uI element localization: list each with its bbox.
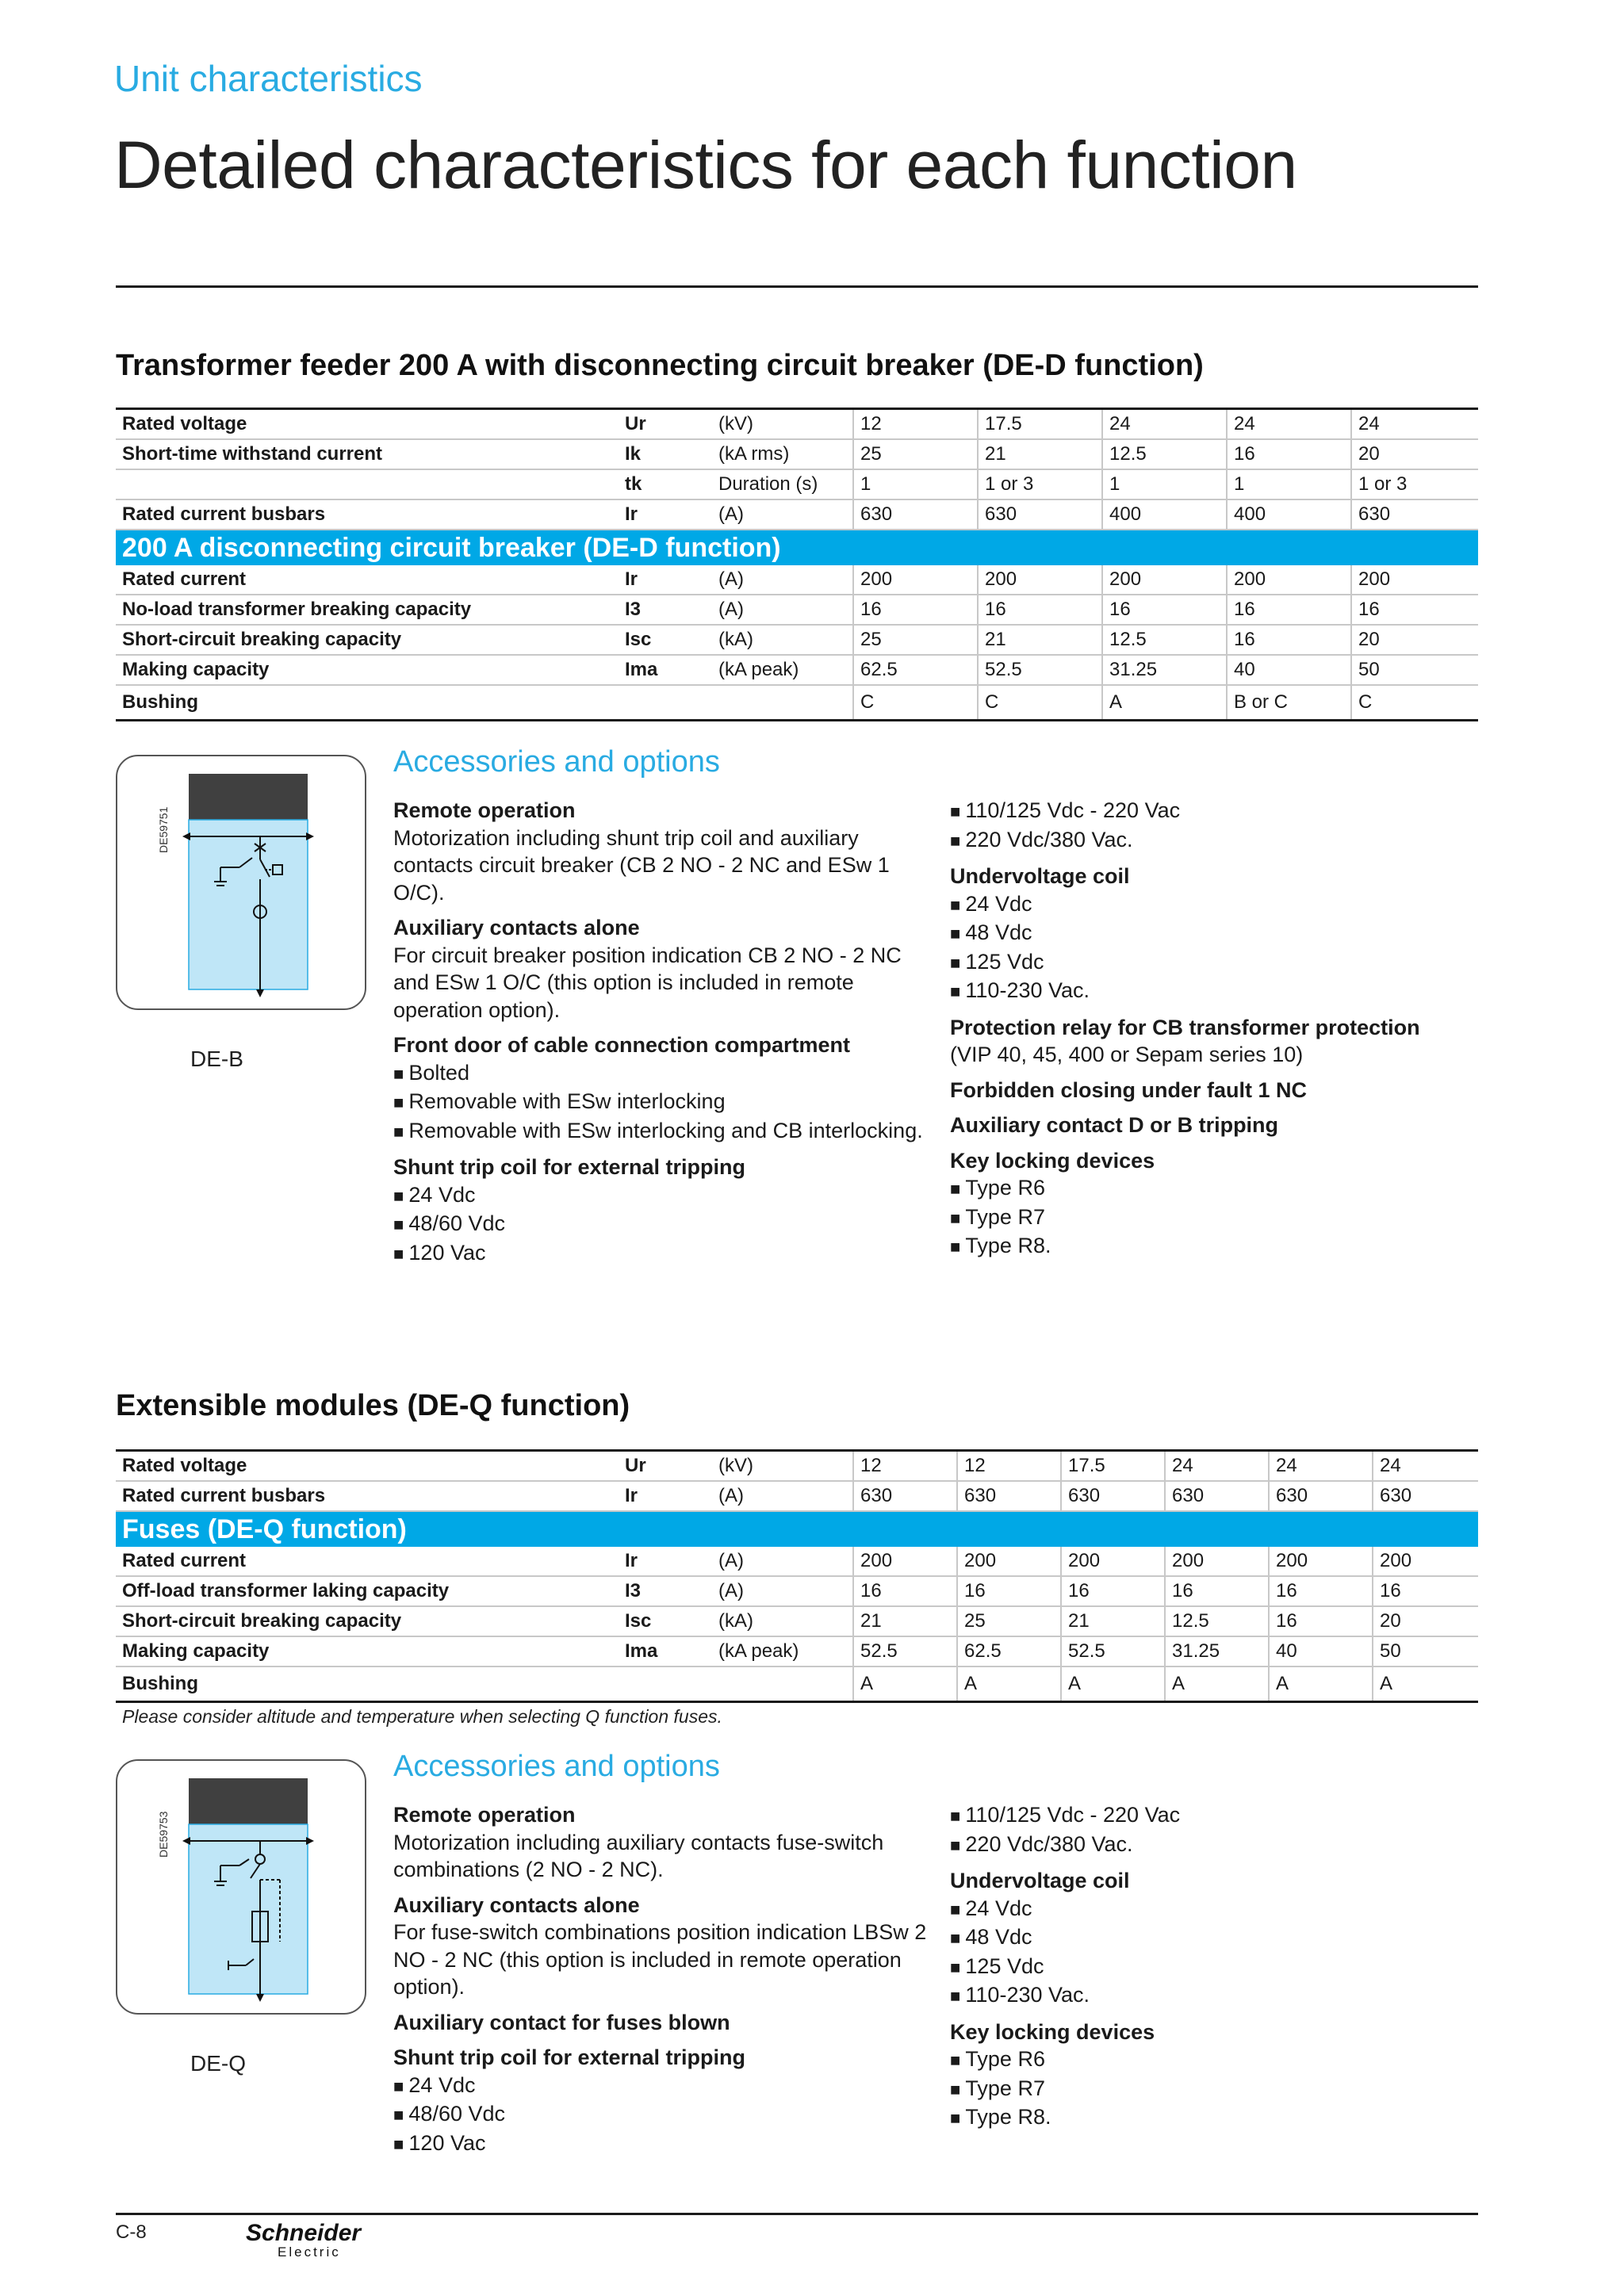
table-cell: 52.5 (1061, 1636, 1165, 1667)
row-symbol: Ik (619, 439, 712, 469)
list-item: ■ 110/125 Vdc - 220 Vac (950, 797, 1473, 826)
row-symbol (619, 685, 712, 721)
table-cell: 62.5 (853, 655, 978, 685)
table-row (116, 595, 1478, 625)
table-cell: 16 (853, 1576, 957, 1606)
table-cell: 200 (1061, 1547, 1165, 1576)
table-cell: 52.5 (978, 655, 1102, 685)
protection-relay-text: (VIP 40, 45, 400 or Sepam series 10) (950, 1043, 1304, 1066)
aux-contacts-text: For fuse-switch combinations position indication LBSw 2 NO - 2 NC (this option is included in remote operation option). (393, 1920, 927, 1999)
row-label: Making capacity (116, 655, 619, 685)
table-cell: A (1269, 1667, 1373, 1702)
list-item: ■ 125 Vdc (950, 1953, 1473, 1982)
row-unit: (kA peak) (712, 655, 853, 685)
band-label: Fuses (DE-Q function) (116, 1511, 1478, 1547)
list-item: ■ 220 Vdc/380 Vac. (950, 1831, 1473, 1860)
row-symbol: I3 (619, 595, 712, 625)
list-item: ■ 48 Vdc (950, 1923, 1473, 1953)
table-row (116, 1451, 1478, 1482)
list-item: ■ 48 Vdc (950, 919, 1473, 948)
single-line-diagram (116, 1759, 366, 2076)
table-cell: 20 (1351, 439, 1478, 469)
row-label: No-load transformer breaking capacity (116, 595, 619, 625)
table-row (116, 1547, 1478, 1576)
list-item: ■ Removable with ESw interlocking (393, 1088, 940, 1117)
row-unit: (A) (712, 1481, 853, 1511)
table-cell: 630 (957, 1481, 1061, 1511)
table-cell: 200 (957, 1547, 1061, 1576)
table-cell: 40 (1227, 655, 1351, 685)
row-label: Making capacity (116, 1636, 619, 1667)
table-row (116, 499, 1478, 530)
table-cell: 200 (1165, 1547, 1269, 1576)
footer-rule (116, 2213, 1478, 2215)
table-cell: 62.5 (957, 1636, 1061, 1667)
table-cell: 16 (1165, 1576, 1269, 1606)
list-item: ■ Removable with ESw interlocking and CB interlocking. (393, 1117, 940, 1146)
table-cell: 16 (853, 595, 978, 625)
section-title-de-d: Transformer feeder 200 A with disconnecting circuit breaker (DE-D function) (116, 349, 1204, 382)
table-cell: 16 (1227, 439, 1351, 469)
accessories-right-column (950, 797, 1473, 1261)
header-rule (116, 285, 1478, 288)
diagram-code: DE59753 (157, 1811, 170, 1858)
table-cell: 24 (1351, 409, 1478, 440)
row-symbol: Ur (619, 1451, 712, 1482)
table-cell: A (853, 1667, 957, 1702)
row-symbol: Ur (619, 409, 712, 440)
row-unit: (kA peak) (712, 1636, 853, 1667)
row-symbol: Ima (619, 1636, 712, 1667)
table-cell: C (1351, 685, 1478, 721)
row-label: Rated voltage (116, 1451, 619, 1482)
table-cell: 630 (853, 1481, 957, 1511)
row-symbol: Ir (619, 1547, 712, 1576)
table-cell: 24 (1373, 1451, 1478, 1482)
page-title: Detailed characteristics for each function (114, 128, 1297, 202)
row-symbol: Isc (619, 1606, 712, 1636)
table-row (116, 655, 1478, 685)
page-number: C-8 (116, 2221, 147, 2243)
table-cell: A (1165, 1667, 1269, 1702)
row-label: Short-time withstand current (116, 439, 619, 469)
table-cell: 12.5 (1165, 1606, 1269, 1636)
table-cell: 630 (1351, 499, 1478, 530)
row-unit: (A) (712, 595, 853, 625)
accessories-title: Accessories and options (393, 1750, 720, 1783)
table-cell: 630 (1061, 1481, 1165, 1511)
table-band-row (116, 530, 1478, 565)
table-cell: 16 (1227, 595, 1351, 625)
table-cell: 16 (1269, 1606, 1373, 1636)
table-cell: 24 (1165, 1451, 1269, 1482)
table-cell: A (1102, 685, 1227, 721)
row-label: Short-circuit breaking capacity (116, 1606, 619, 1636)
row-unit: (A) (712, 1576, 853, 1606)
row-unit: (kA rms) (712, 439, 853, 469)
row-unit (712, 1667, 853, 1702)
remote-operation-heading: Remote operation (393, 798, 576, 822)
table-cell: 16 (1373, 1576, 1478, 1606)
table-cell: 200 (853, 565, 978, 595)
table-cell: 50 (1351, 655, 1478, 685)
forbidden-closing-heading: Forbidden closing under fault 1 NC (950, 1077, 1308, 1102)
table-cell: 31.25 (1165, 1636, 1269, 1667)
row-symbol: tk (619, 469, 712, 499)
row-unit: (kA) (712, 625, 853, 655)
table-cell: A (1061, 1667, 1165, 1702)
table-cell: C (978, 685, 1102, 721)
table-row (116, 1576, 1478, 1606)
table-cell: 20 (1351, 625, 1478, 655)
table-cell: 1 (1227, 469, 1351, 499)
section-kicker: Unit characteristics (114, 58, 423, 99)
table-cell: 200 (1102, 565, 1227, 595)
row-label: Bushing (116, 685, 619, 721)
table-cell: A (957, 1667, 1061, 1702)
row-unit: (kV) (712, 1451, 853, 1482)
table-cell: 16 (957, 1576, 1061, 1606)
brand-sub: Electric (278, 2244, 341, 2260)
table-row (116, 685, 1478, 721)
table-cell: 1 or 3 (1351, 469, 1478, 499)
table-row (116, 439, 1478, 469)
table-cell: 25 (853, 625, 978, 655)
shunt-trip-heading: Shunt trip coil for external tripping (393, 1155, 746, 1179)
list-item: ■ 24 Vdc (950, 890, 1473, 920)
list-item: ■ 110-230 Vac. (950, 1981, 1473, 2011)
table-cell: 1 (853, 469, 978, 499)
table-cell: 200 (853, 1547, 957, 1576)
aux-contact-d-heading: Auxiliary contact D or B tripping (950, 1113, 1279, 1137)
accessories-left-column (393, 1801, 940, 2158)
remote-operation-text: Motorization including auxiliary contacts fuse-switch combinations (2 NO - 2 NC). (393, 1830, 884, 1881)
protection-relay-heading: Protection relay for CB transformer protection (950, 1015, 1420, 1039)
table-row (116, 1667, 1478, 1702)
diagram-de-b-drawing (117, 756, 365, 1008)
table-cell: 200 (1269, 1547, 1373, 1576)
table-cell: 630 (1269, 1481, 1373, 1511)
list-item: ■ 220 Vdc/380 Vac. (950, 826, 1473, 855)
table-cell: 200 (1373, 1547, 1478, 1576)
list-item: ■ 24 Vdc (393, 1181, 940, 1211)
row-unit: (A) (712, 499, 853, 530)
spec-table-de-d (116, 408, 1478, 721)
accessories-left-column (393, 797, 940, 1268)
table-cell: 630 (853, 499, 978, 530)
row-unit (712, 685, 853, 721)
aux-contacts-heading: Auxiliary contacts alone (393, 916, 640, 939)
undervoltage-heading: Undervoltage coil (950, 1869, 1130, 1892)
table-cell: 200 (1227, 565, 1351, 595)
list-item: ■ Type R7 (950, 1203, 1473, 1233)
fuses-blown-heading: Auxiliary contact for fuses blown (393, 2010, 730, 2034)
table-cell: 400 (1102, 499, 1227, 530)
fuse-selection-note: Please consider altitude and temperature when selecting Q function fuses. (122, 1706, 722, 1727)
table-cell: 16 (1351, 595, 1478, 625)
table-cell: 17.5 (978, 409, 1102, 440)
row-label: Rated voltage (116, 409, 619, 440)
row-symbol: Ir (619, 499, 712, 530)
table-cell: 21 (978, 625, 1102, 655)
table-cell: 12 (957, 1451, 1061, 1482)
row-symbol (619, 1667, 712, 1702)
table-cell: 20 (1373, 1606, 1478, 1636)
table-cell: 21 (978, 439, 1102, 469)
band-label: 200 A disconnecting circuit breaker (DE-D function) (116, 530, 1478, 565)
key-locking-heading: Key locking devices (950, 2019, 1155, 2044)
table-row (116, 409, 1478, 440)
list-item: ■ Type R8. (950, 2103, 1473, 2133)
table-row (116, 469, 1478, 499)
key-locking-heading: Key locking devices (950, 1148, 1155, 1173)
table-row (116, 565, 1478, 595)
accessories-title: Accessories and options (393, 745, 720, 779)
section-title-de-q: Extensible modules (DE-Q function) (116, 1389, 630, 1422)
table-cell: 24 (1102, 409, 1227, 440)
shunt-trip-heading: Shunt trip coil for external tripping (393, 2045, 746, 2069)
row-unit: (kV) (712, 409, 853, 440)
row-symbol: Isc (619, 625, 712, 655)
row-label: Rated current (116, 1547, 619, 1576)
table-cell: 50 (1373, 1636, 1478, 1667)
list-item: ■ 120 Vac (393, 1239, 940, 1269)
list-item: ■ Type R8. (950, 1232, 1473, 1261)
front-door-heading: Front door of cable connection compartment (393, 1033, 851, 1057)
table-cell: 16 (1102, 595, 1227, 625)
table-cell: 31.25 (1102, 655, 1227, 685)
table-cell: 200 (978, 565, 1102, 595)
row-unit: (A) (712, 1547, 853, 1576)
table-cell: C (853, 685, 978, 721)
table-cell: 21 (1061, 1606, 1165, 1636)
row-label: Bushing (116, 1667, 619, 1702)
table-cell: 16 (978, 595, 1102, 625)
table-cell: 17.5 (1061, 1451, 1165, 1482)
row-unit: Duration (s) (712, 469, 853, 499)
table-cell: 400 (1227, 499, 1351, 530)
row-symbol: I3 (619, 1576, 712, 1606)
table-cell: 630 (1165, 1481, 1269, 1511)
list-item: ■ Type R7 (950, 2075, 1473, 2104)
spec-table-de-q (116, 1449, 1478, 1703)
undervoltage-heading: Undervoltage coil (950, 864, 1130, 888)
diagram-code: DE59751 (157, 806, 170, 853)
row-label: Rated current (116, 565, 619, 595)
table-cell: 16 (1269, 1576, 1373, 1606)
list-item: ■ 24 Vdc (393, 2072, 940, 2101)
list-item: ■ 125 Vdc (950, 948, 1473, 978)
list-item: ■ 48/60 Vdc (393, 1210, 940, 1239)
table-cell: 630 (1373, 1481, 1478, 1511)
remote-operation-heading: Remote operation (393, 1803, 576, 1827)
list-item: ■ Bolted (393, 1059, 940, 1089)
diagram-name: DE-Q (190, 2051, 246, 2076)
table-row (116, 1481, 1478, 1511)
table-row (116, 625, 1478, 655)
row-label: Short-circuit breaking capacity (116, 625, 619, 655)
single-line-diagram (116, 755, 366, 1071)
table-cell: 25 (957, 1606, 1061, 1636)
table-cell: 630 (978, 499, 1102, 530)
table-cell: 12.5 (1102, 625, 1227, 655)
list-item: ■ 120 Vac (393, 2130, 940, 2159)
row-label (116, 469, 619, 499)
row-label: Rated current busbars (116, 499, 619, 530)
table-cell: 52.5 (853, 1636, 957, 1667)
list-item: ■ 110/125 Vdc - 220 Vac (950, 1801, 1473, 1831)
row-symbol: Ima (619, 655, 712, 685)
row-unit: (A) (712, 565, 853, 595)
row-symbol: Ir (619, 1481, 712, 1511)
table-cell: 12 (853, 409, 978, 440)
aux-contacts-heading: Auxiliary contacts alone (393, 1892, 640, 1917)
table-cell: 40 (1269, 1636, 1373, 1667)
table-cell: 24 (1269, 1451, 1373, 1482)
schneider-logo (246, 2221, 365, 2261)
table-cell: 25 (853, 439, 978, 469)
table-cell: 1 (1102, 469, 1227, 499)
brand-name: Schneider (246, 2220, 362, 2246)
list-item: ■ 24 Vdc (950, 1895, 1473, 1924)
table-row (116, 1606, 1478, 1636)
list-item: ■ 48/60 Vdc (393, 2100, 940, 2130)
table-cell: A (1373, 1667, 1478, 1702)
table-cell: 21 (853, 1606, 957, 1636)
table-cell: 200 (1351, 565, 1478, 595)
row-label: Rated current busbars (116, 1481, 619, 1511)
table-cell: 12 (853, 1451, 957, 1482)
table-cell: 12.5 (1102, 439, 1227, 469)
row-label: Off-load transformer laking capacity (116, 1576, 619, 1606)
diagram-name: DE-B (190, 1047, 243, 1071)
aux-contacts-text: For circuit breaker position indication CB 2 NO - 2 NC and ESw 1 O/C (this option is included in remote operation option). (393, 943, 902, 1022)
list-item: ■ Type R6 (950, 1174, 1473, 1203)
table-cell: 16 (1061, 1576, 1165, 1606)
accessories-right-column (950, 1801, 1473, 2133)
remote-operation-text: Motorization including shunt trip coil and auxiliary contacts circuit breaker (CB 2 NO - 2 NC and ESw 1 O/C). (393, 825, 890, 905)
table-row (116, 1636, 1478, 1667)
row-unit: (kA) (712, 1606, 853, 1636)
list-item: ■ Type R6 (950, 2045, 1473, 2075)
list-item: ■ 110-230 Vac. (950, 977, 1473, 1006)
diagram-de-q-drawing (117, 1761, 365, 2013)
table-cell: 1 or 3 (978, 469, 1102, 499)
row-symbol: Ir (619, 565, 712, 595)
table-cell: B or C (1227, 685, 1351, 721)
table-cell: 16 (1227, 625, 1351, 655)
table-band-row (116, 1511, 1478, 1547)
table-cell: 24 (1227, 409, 1351, 440)
